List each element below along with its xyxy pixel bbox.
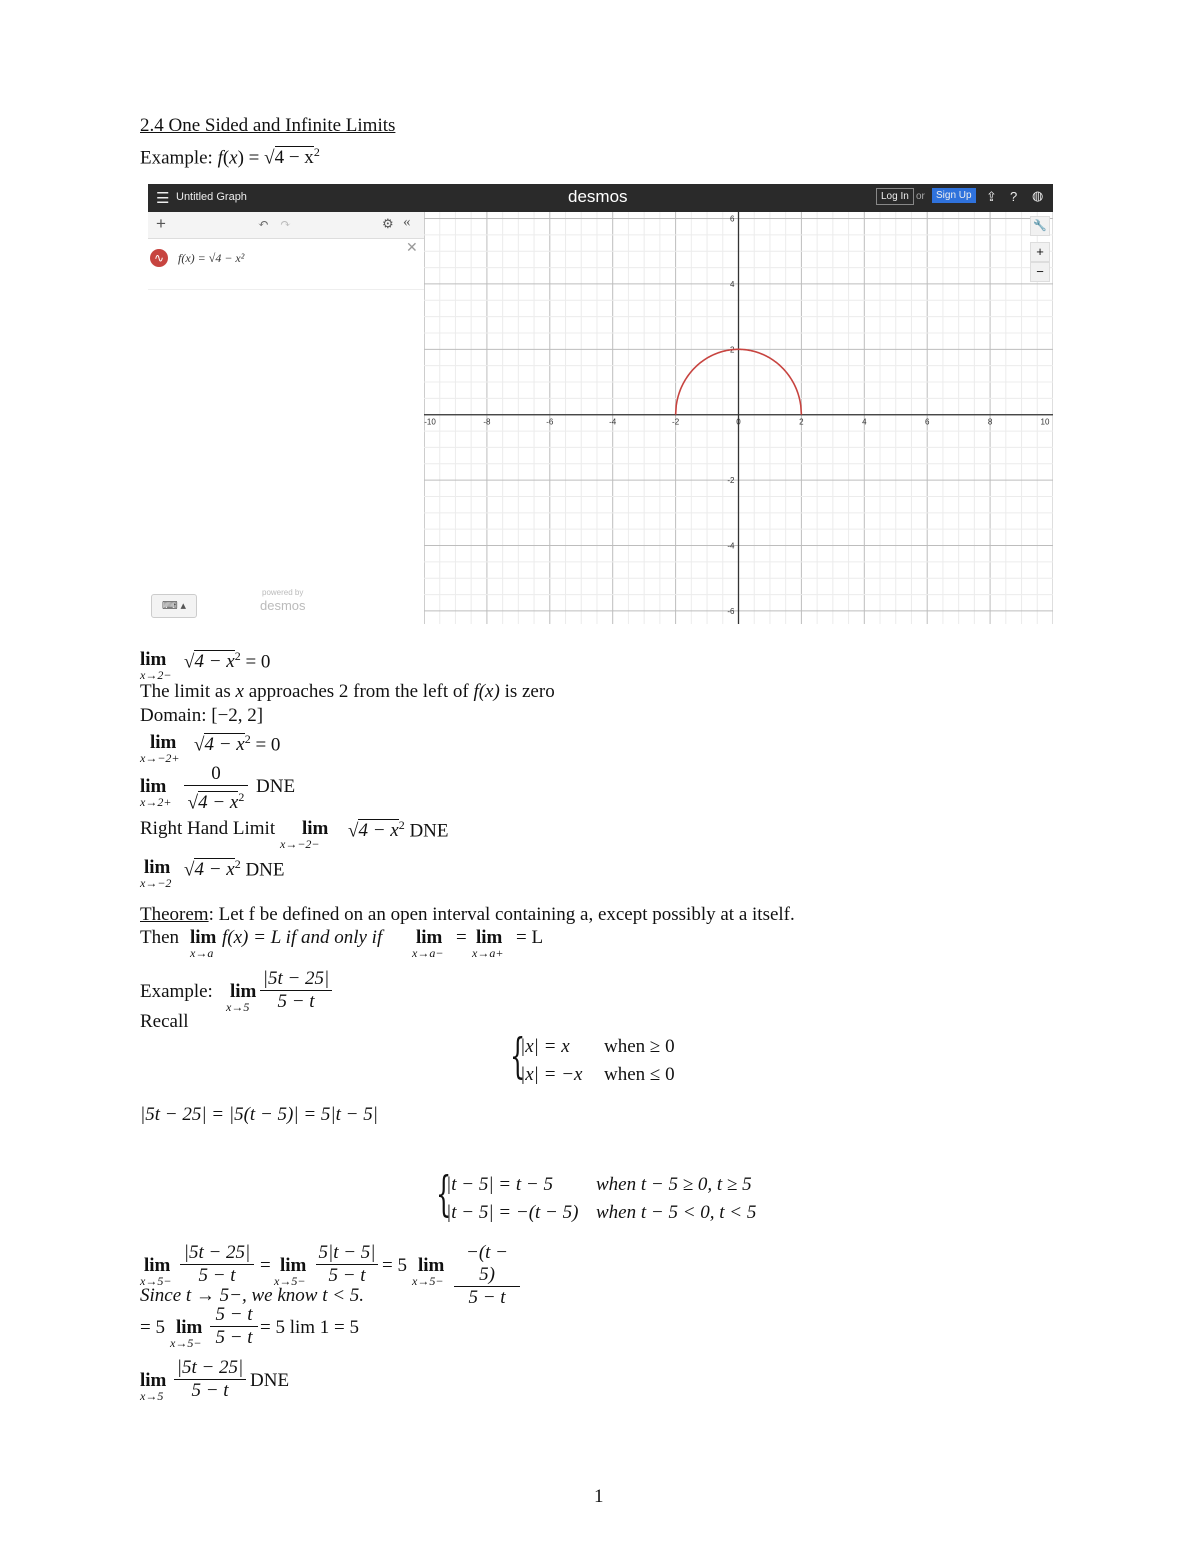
graph-svg[interactable] [424,212,1053,624]
abs-case-1-left: |x| = x [520,1036,570,1057]
dne-last: DNE [250,1370,290,1391]
gear-icon[interactable]: ⚙ [382,216,394,231]
then-end: = L [516,927,544,948]
lim-word: lim [418,1255,445,1276]
limit-5-expr [184,857,285,881]
exponent: 2 [398,818,405,832]
y-tick-label: -2 [727,476,735,486]
denominator: 5 − t [215,1327,253,1348]
equals-zero: = 0 [255,734,281,756]
lim-word: lim [140,776,167,797]
zoom-out-icon[interactable]: − [1030,262,1050,282]
x-tick-label: 8 [987,417,993,427]
func-eq: ) = [237,147,260,169]
limit-4 [280,818,328,850]
then-mid: f(x) = L if and only if [222,927,383,948]
x-tick-label: -6 [546,417,554,427]
limit-then [190,927,216,959]
menu-icon[interactable]: ☰ [156,190,170,207]
help-icon[interactable]: ? [1010,189,1018,204]
numerator: 5 − t [210,1304,258,1327]
lim-word: lim [140,649,167,670]
limit-ex2 [226,981,256,1013]
radicand: 4 − x [198,792,239,814]
limit-2 [140,732,180,764]
limit-final [170,1317,202,1349]
radicand: 4 − x [194,651,235,673]
desmos-logo: desmos [568,187,628,206]
limit-then-right [472,927,503,959]
var-x: x [235,681,244,702]
lim-sub: x→−2 [140,876,172,890]
lim-sub: x→5− [170,1336,202,1350]
undo-icon[interactable]: ↶ [258,216,269,231]
radicand: 4 − x [358,820,399,842]
x-tick-label: -4 [609,417,617,427]
redo-icon[interactable]: ↷ [280,216,291,231]
lim-sub: x→5− [412,1274,444,1288]
lim-word: lim [176,1317,203,1338]
dne: DNE [409,820,449,842]
numerator: −(t − 5) [454,1242,520,1287]
lim-sub: x→a− [412,946,444,960]
recall: Recall [140,1011,189,1032]
then-word: Then [140,927,180,948]
radical-sign: √ [194,734,205,756]
theorem-text: : Let f be defined on an open interval containing a, except possibly at a itself. [208,904,795,925]
lim-sub: x→a+ [472,946,504,960]
lim-word: lim [150,732,177,753]
y-tick-label: 4 [730,279,735,289]
t-case-1-right: when t − 5 ≥ 0, t ≥ 5 [596,1174,752,1195]
then-eq: = [456,927,467,948]
curve-icon[interactable]: ∿ [150,249,168,267]
page-title: 2.4 One Sided and Infinite Limits [140,115,396,136]
expression-panel [148,212,425,624]
since-line: Since t → 5−, we know t < 5. [140,1285,365,1306]
example-label: Example: [140,147,213,169]
lim-word: lim [302,818,329,839]
lim-sub: x→2+ [140,795,172,809]
exponent: 2 [234,857,241,871]
lim-word: lim [280,1255,307,1276]
denominator: 5 − t [198,1265,236,1286]
powered-by: powered by [262,588,304,597]
theorem-line [140,904,795,926]
x-tick-label: 6 [924,417,930,427]
radical-sign: √ [184,859,195,881]
x-tick-label: -10 [424,417,436,427]
zoom-in-icon[interactable]: + [1030,242,1050,262]
add-icon[interactable]: + [156,214,166,233]
exponent: 2 [238,790,245,804]
factor-line: |5t − 25| = |5(t − 5)| = 5|t − 5| [140,1104,378,1125]
lim-sub: x→5 [226,1000,250,1014]
limit-1-expr [184,649,270,673]
text: is zero [504,681,555,702]
globe-icon[interactable]: ◍ [1032,188,1044,203]
theorem-label: Theorem [140,904,209,925]
limit-3 [140,776,171,808]
limit-5 [140,857,171,889]
expression-text[interactable]: f(x) = √4 − x² [178,251,245,265]
radical-sign: √ [187,792,199,814]
lim-sub: x→a [190,946,214,960]
limit-4-expr [348,818,449,842]
denominator: 5 − t [277,991,315,1012]
numerator: |5t − 25| [180,1242,254,1265]
lim-word: lim [230,981,257,1002]
lim-sub: x→5− [274,1274,306,1288]
radicand: 4 − x [204,734,245,756]
powered-logo: desmos [260,598,306,613]
t-case-2-right: when t − 5 < 0, t < 5 [596,1202,757,1223]
dne: DNE [245,859,285,881]
chain-eq-1: = [260,1255,271,1276]
x-tick-label: 4 [862,417,867,427]
left-limit-sentence [140,681,555,703]
func-var: x [229,147,238,169]
text: The limit as [140,681,231,702]
or-text: or [916,191,925,202]
numerator: 0 [184,763,248,786]
lim-sub: x→5 [140,1389,164,1403]
fraction-ex2 [260,968,332,1013]
denominator: 5 − t [328,1265,366,1286]
abs-case-2-right: when ≤ 0 [604,1064,675,1085]
final-pre: = 5 [140,1317,165,1338]
right-hand-label: Right Hand Limit [140,818,276,839]
lim-sub: x→−2+ [140,751,180,765]
func-name: f [217,147,223,169]
fraction-last [174,1357,246,1402]
x-tick-label: 2 [799,417,804,427]
radical-sign: √ [264,147,275,169]
limit-then-left [412,927,443,959]
chain-eq-2: = 5 [382,1255,407,1276]
desmos-screenshot [148,184,1053,624]
share-icon[interactable]: ⇪ [986,189,997,204]
text: approaches 2 from the left of [248,681,469,702]
limit-last [140,1370,166,1402]
signup-button[interactable]: Sign Up [932,188,976,203]
example-function: Example: $f(x) = √4 - x^2$ [140,145,320,169]
abs-case-1-right: when ≥ 0 [604,1036,675,1057]
numerator: 5|t − 5| [316,1242,378,1265]
lim-sub: x→−2− [280,837,320,851]
example-2-label: Example: [140,981,213,1002]
limit-chain-3 [412,1255,444,1287]
expression-row[interactable] [148,239,424,290]
fraction-3 [184,763,248,814]
limit-chain-1 [140,1255,171,1287]
fraction-chain-2 [316,1242,378,1287]
x-tick-label: 10 [1040,417,1050,427]
limit-chain-2 [274,1255,306,1287]
radical-sign: √ [348,820,359,842]
func: f(x) [473,681,500,702]
numerator: |5t − 25| [260,968,332,991]
radicand: 4 − x [194,859,235,881]
denominator: 5 − t [191,1380,229,1401]
fraction-chain-3 [454,1242,520,1309]
exponent: 2 [313,145,320,159]
lim-word: lim [144,1255,171,1276]
close-icon[interactable]: ✕ [406,241,418,256]
abs-case-2-left: |x| = −x [520,1064,583,1085]
lim-word: lim [416,927,443,948]
collapse-icon[interactable]: « [403,214,411,230]
fraction-chain-1 [180,1242,254,1287]
y-tick-label: 6 [730,214,735,224]
lim-word: lim [144,857,171,878]
lim-word: lim [140,1370,167,1391]
wrench-icon[interactable]: 🔧 [1030,216,1050,236]
y-tick-label: -6 [727,606,735,616]
lim-word: lim [476,927,503,948]
lim-sub: x→2− [140,668,172,682]
equals-zero: = 0 [245,651,271,673]
denominator [184,786,248,814]
lim-word: lim [190,927,217,948]
radical-sign: √ [184,651,195,673]
dne-3: DNE [256,776,296,797]
radicand: 4 − x [274,147,314,169]
x-tick-label: -2 [672,417,680,427]
exponent: 2 [244,732,251,746]
exponent: 2 [234,649,241,663]
fraction-final [210,1304,258,1349]
denominator: 5 − t [468,1287,506,1308]
desmos-top-bar [148,184,1053,212]
keyboard-icon[interactable]: ⌨ ▴ [151,594,197,618]
final-post: = 5 lim 1 = 5 [260,1317,360,1338]
expression-toolbar [148,212,424,239]
left-brace-2: { [436,1166,452,1222]
limit-2-expr [194,732,280,756]
x-tick-label: 0 [736,417,741,427]
login-button[interactable]: Log In [876,188,914,205]
graph-title[interactable]: Untitled Graph [176,191,247,203]
lim-sub: x→5− [140,1274,172,1288]
graph-area[interactable] [424,212,1053,624]
y-tick-label: -4 [727,541,735,551]
domain-line: Domain: [−2, 2] [140,705,264,726]
t-case-2-left: |t − 5| = −(t − 5) [446,1202,579,1223]
limit-1 [140,649,171,681]
y-tick-label: 2 [730,345,735,355]
page-number: 1 [594,1486,604,1507]
numerator: |5t − 25| [174,1357,246,1380]
left-brace: { [510,1028,526,1084]
t-case-1-left: |t − 5| = t − 5 [446,1174,553,1195]
x-tick-label: -8 [483,417,491,427]
